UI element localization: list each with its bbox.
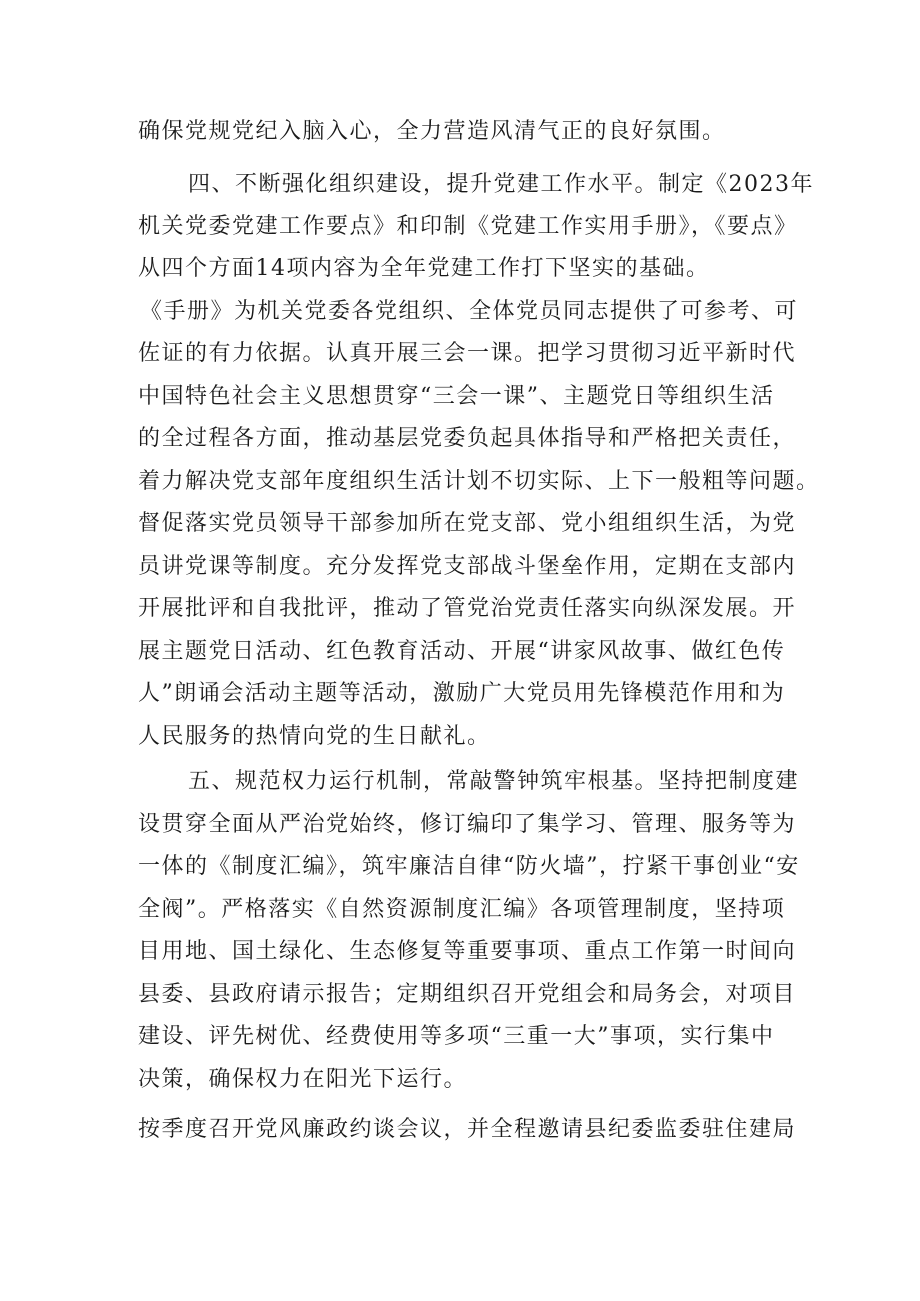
text-line: 开展批评和自我批评，推动了管党治党责任落实向纵深发展。开 xyxy=(138,596,797,621)
text-line: 着力解决党支部年度组织生活计划不切实际、上下一般粗等问题。 xyxy=(138,469,820,494)
text-line: 目用地、国土绿化、生态修复等重要事项、重点工作第一时间向 xyxy=(138,939,797,964)
text-line: 人”朗诵会活动主题等活动，激励广大党员用先锋模范作用和为 xyxy=(138,681,786,706)
text-line: 督促落实党员领导干部参加所在党支部、党小组组织生活，为党 xyxy=(138,511,797,536)
text-line: 县委、县政府请示报告；定期组织召开党组会和局务会，对项目 xyxy=(138,982,797,1007)
text-line: 五、规范权力运行机制，常敲警钟筑牢根基。坚持把制度建 xyxy=(188,769,800,794)
text-line: 建设、评先树优、经费使用等多项“三重一大”事项，实行集中 xyxy=(138,1024,775,1049)
text-line: 从四个方面14项内容为全年党建工作打下坚实的基础。 xyxy=(138,256,710,281)
text-line: 确保党规党纪入脑入心，全力营造风清气正的良好氛围。 xyxy=(138,119,726,144)
text-line: 按季度召开党风廉政约谈会议，并全程邀请县纪委监委驻住建局 xyxy=(138,1117,797,1142)
text-line: 决策，确保权力在阳光下运行。 xyxy=(138,1067,468,1092)
text-line: 机关党委党建工作要点》和印制《党建工作实用手册》，《要点》 xyxy=(138,214,798,239)
text-line: 人民服务的热情向党的生日献礼。 xyxy=(138,724,491,749)
text-line: 四、不断强化组织建设，提升党建工作水平。制定《2023年 xyxy=(188,172,814,197)
text-line: 员讲党课等制度。充分发挥党支部战斗堡垒作用，定期在支部内 xyxy=(138,554,797,579)
text-line: 《手册》为机关党委各党组织、全体党员同志提供了可参考、可 xyxy=(140,299,799,324)
text-line: 佐证的有力依据。认真开展三会一课。把学习贯彻习近平新时代 xyxy=(138,341,797,366)
text-line: 设贯穿全面从严治党始终，修订编印了集学习、管理、服务等为 xyxy=(138,812,797,837)
text-line: 一体的《制度汇编》，筑牢廉洁自律“防火墙”，拧紧干事创业“安 xyxy=(138,854,800,879)
text-line: 展主题党日活动、红色教育活动、开展“讲家风故事、做红色传 xyxy=(138,639,786,664)
text-line: 全阀”。严格落实《自然资源制度汇编》各项管理制度，坚持项 xyxy=(138,897,786,922)
text-line: 中国特色社会主义思想贯穿“三会一课”、主题党日等组织生活 xyxy=(138,384,775,409)
text-line: 的全过程各方面，推动基层党委负起具体指导和严格把关责任， xyxy=(138,426,797,451)
